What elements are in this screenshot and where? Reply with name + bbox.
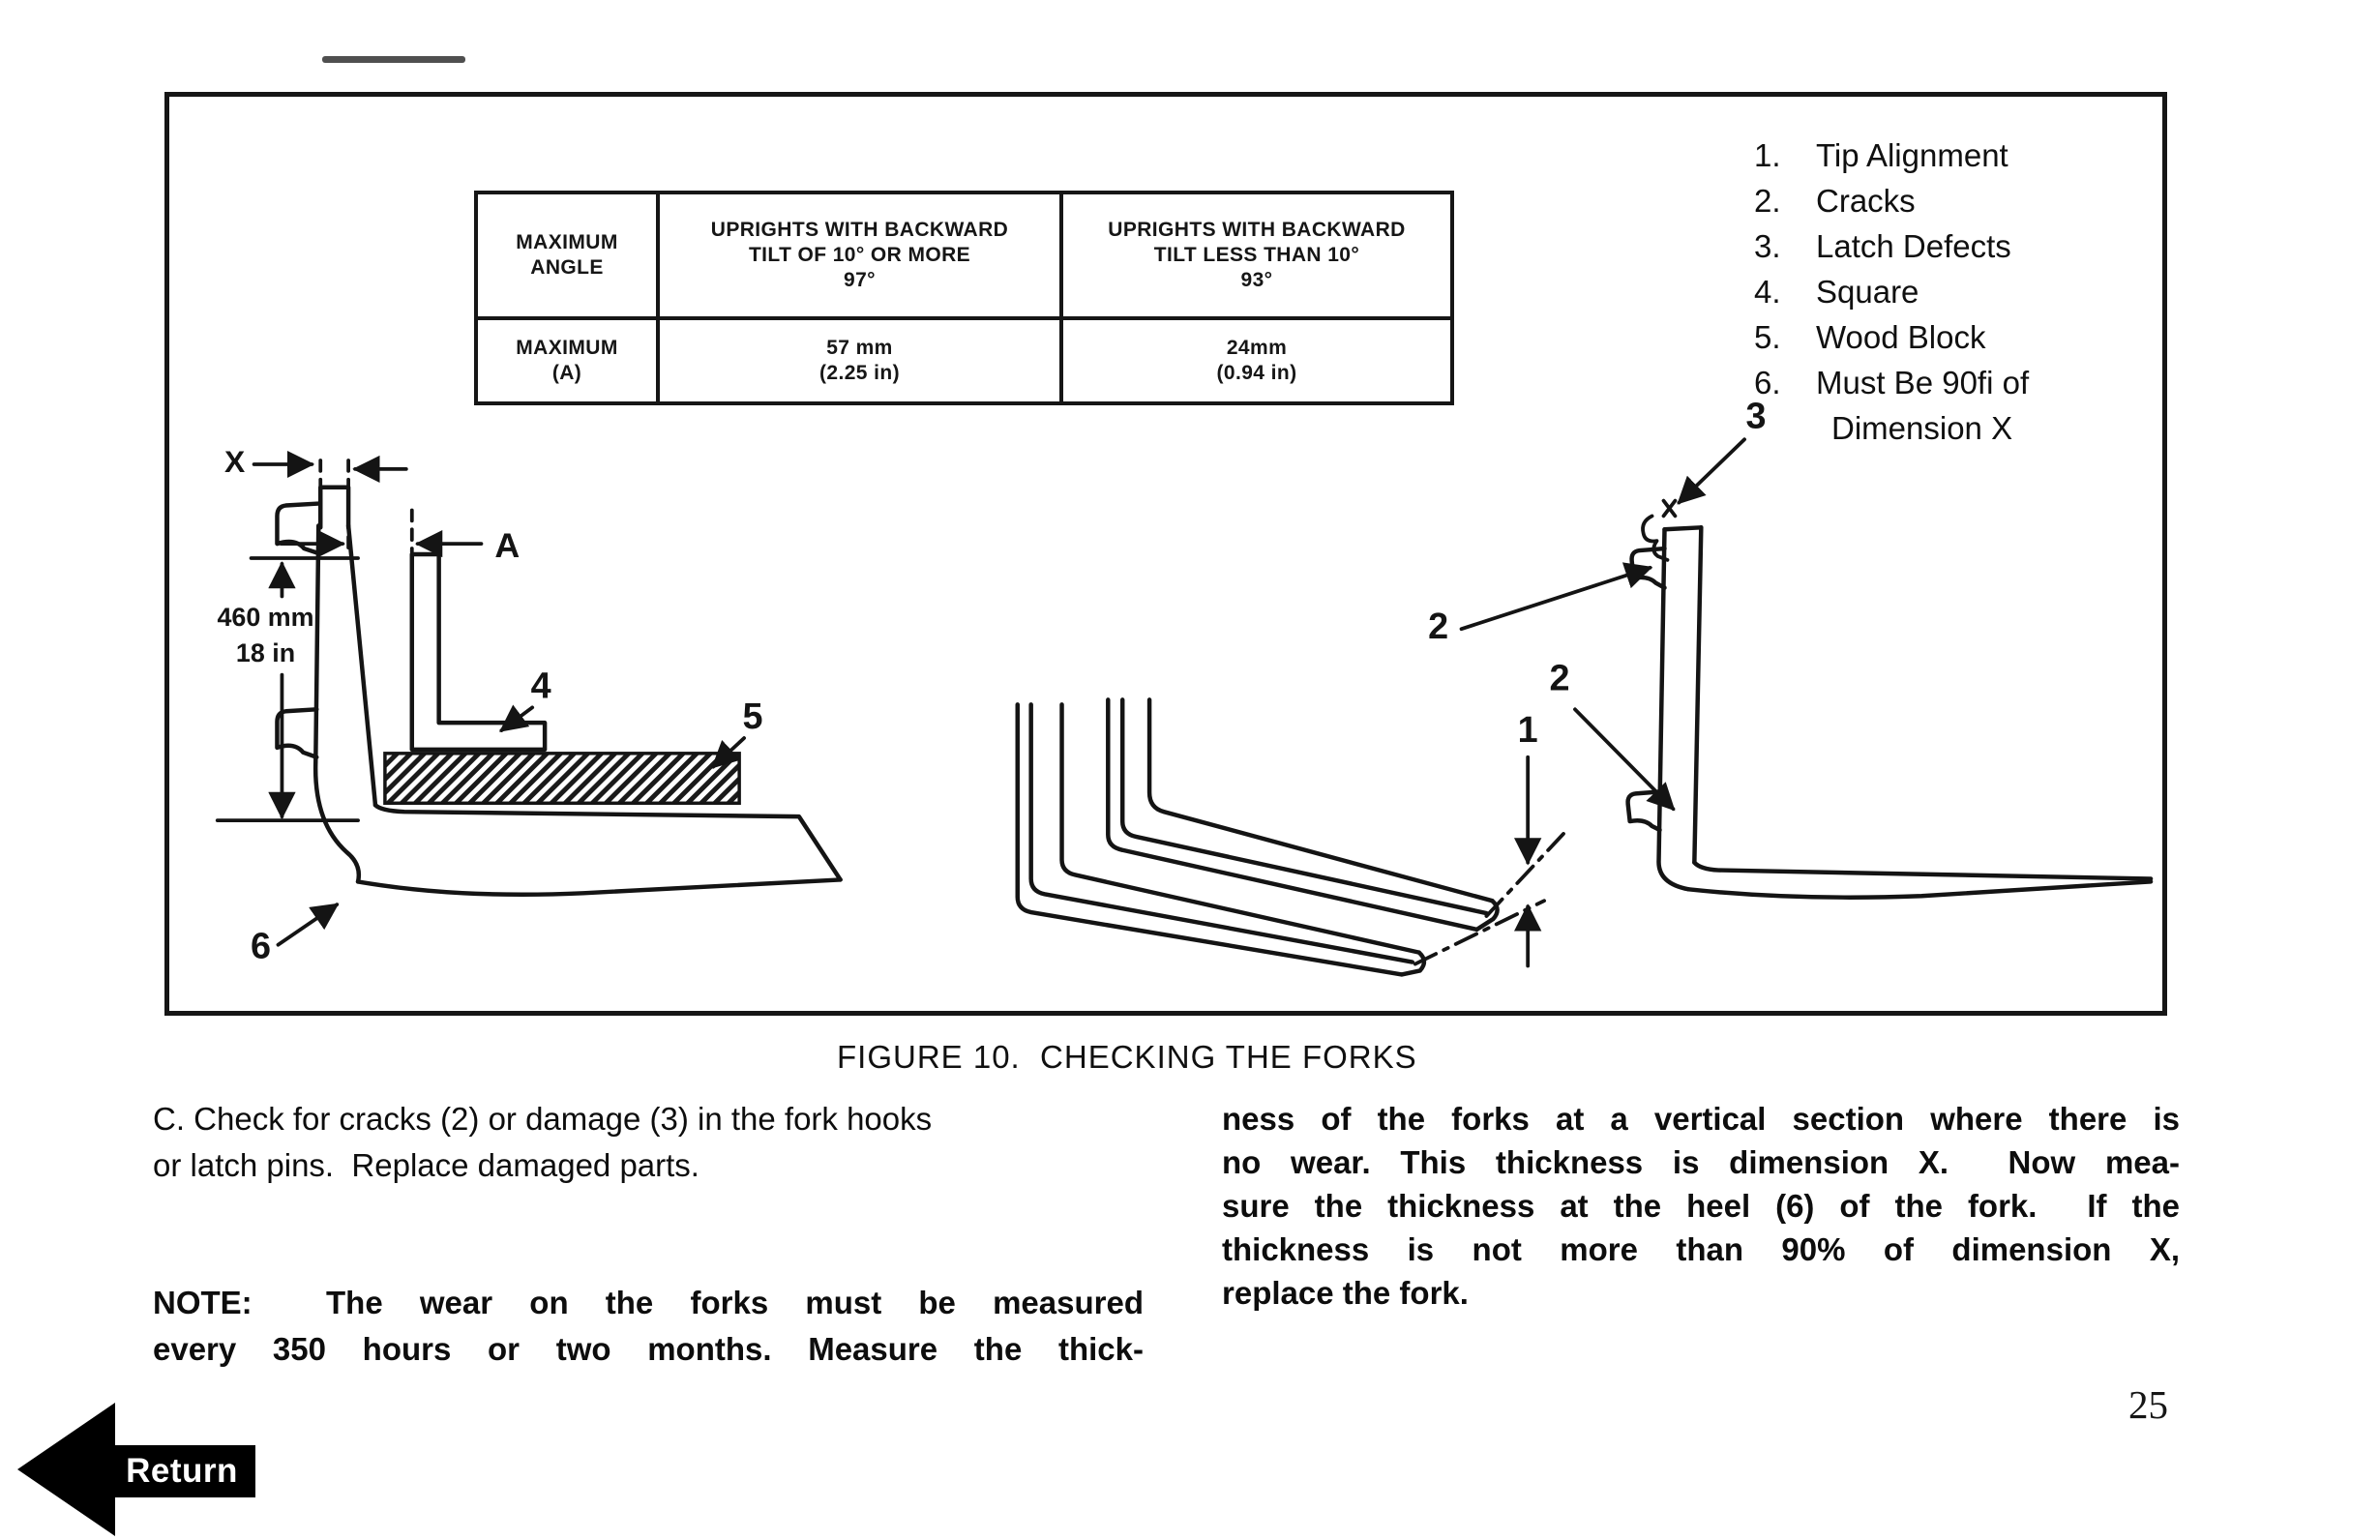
callout-2-upper-arrow <box>1462 568 1651 629</box>
fork-shank-top <box>1664 527 1701 529</box>
callout-5-label: 5 <box>742 696 763 737</box>
table-text: UPRIGHTS WITH BACKWARD <box>1108 219 1406 241</box>
left-arrow-icon <box>17 1403 115 1536</box>
dim-18in-label: 18 in <box>235 637 296 667</box>
fork-cracks-diagram <box>1428 395 2151 897</box>
callout-6-arrow <box>278 904 337 945</box>
fork-blade-bottom-edge <box>358 879 841 894</box>
fork-bottom-hook <box>1628 791 1661 830</box>
legend-label: Latch Defects <box>1816 228 2011 264</box>
legend-label: Square <box>1816 274 1919 310</box>
callout-4-label: 4 <box>530 665 551 706</box>
rear-fork-line <box>1122 699 1486 913</box>
fork-blade-top-edge <box>1694 863 2151 879</box>
latch-defect-mark <box>1664 501 1676 517</box>
note-text-line: NOTE: The wear on the forks must be measured <box>153 1285 1144 1320</box>
legend-number: 2. <box>1754 183 1781 219</box>
legend-number: 6. <box>1754 365 1781 400</box>
legend-number: 1. <box>1754 137 1781 173</box>
maximum-angle-table <box>474 191 1454 405</box>
callout-2-lower-label: 2 <box>1549 657 1570 698</box>
scan-artifact <box>322 56 465 63</box>
table-header-cell <box>658 192 1061 318</box>
carpenter-square <box>412 554 545 750</box>
legend-item <box>1754 223 2029 269</box>
table-header-cell <box>1061 192 1452 318</box>
legend-item <box>1754 314 2029 360</box>
fork-squareness-diagram <box>218 444 841 966</box>
callout-3-arrow <box>1679 439 1744 502</box>
callout-6-label: 6 <box>251 925 272 966</box>
figure-box <box>164 92 2167 1016</box>
table-header-cell <box>476 192 658 318</box>
legend-label: Wood Block <box>1816 319 1986 355</box>
table-cell <box>658 318 1061 403</box>
dim-x-label: X <box>224 443 246 479</box>
legend-number: 5. <box>1754 319 1781 355</box>
table-text: TILT OF 10° OR MORE <box>748 244 971 266</box>
table-text: (2.25 in) <box>819 362 900 384</box>
table-text: 97° <box>844 269 876 291</box>
legend-item <box>1754 133 2029 178</box>
legend-label: Must Be 90fi of <box>1816 365 2030 400</box>
table-text: 93° <box>1240 269 1273 291</box>
callout-3-label: 3 <box>1745 395 1767 436</box>
table-text: UPRIGHTS WITH BACKWARD <box>710 219 1009 241</box>
return-button-bar <box>108 1445 255 1497</box>
callout-4-arrow <box>501 707 532 730</box>
body-text-line: C. Check for cracks (2) or damage (3) in the fork hooks <box>153 1101 933 1137</box>
fork-top-hook <box>277 504 318 553</box>
body-text-line: no wear. This thickness is dimension X. Now mea- <box>1222 1144 2180 1180</box>
rear-fork-line <box>1149 699 1492 901</box>
fork-blade-top-edge <box>375 805 841 879</box>
legend-number: 3. <box>1754 228 1781 264</box>
legend-label: Cracks <box>1816 183 1916 219</box>
table-text: TILT LESS THAN 10° <box>1153 244 1360 266</box>
fork-shank-right-edge <box>1694 527 1701 862</box>
legend-label: Tip Alignment <box>1816 137 2008 173</box>
wood-block <box>385 754 739 803</box>
tip-centerline-upper <box>1486 834 1563 916</box>
fork-hanger-tab <box>320 488 348 528</box>
legend-item <box>1754 269 2029 314</box>
tip-alignment-diagram <box>1018 699 1563 974</box>
table-text: MAXIMUM <box>516 231 618 253</box>
figure-legend <box>1754 133 2029 451</box>
legend-item <box>1754 178 2029 223</box>
figure-caption: FIGURE 10. CHECKING THE FORKS <box>837 1039 1417 1075</box>
return-button-label: Return <box>126 1452 238 1490</box>
legend-item <box>1754 360 2029 405</box>
dim-460mm-label: 460 mm <box>217 603 314 633</box>
table-text: MAXIMUM <box>516 337 618 359</box>
callout-1-label: 1 <box>1517 709 1538 750</box>
fork-shank-right-edge <box>348 525 375 805</box>
front-fork-line <box>1062 704 1419 952</box>
table-text: ANGLE <box>530 256 604 279</box>
fork-shank-left-edge <box>1658 529 1688 889</box>
return-button[interactable] <box>17 1403 259 1540</box>
page-number: 25 <box>2128 1382 2168 1427</box>
table-cell <box>1061 318 1452 403</box>
callout-2-upper-label: 2 <box>1428 606 1449 647</box>
note-text-line: every 350 hours or two months. Measure the thick- <box>153 1331 1144 1367</box>
table-text: (A) <box>551 362 582 384</box>
body-text-line: or latch pins. Replace damaged parts. <box>153 1147 699 1183</box>
table-text: 57 mm <box>826 337 893 359</box>
table-cell <box>476 318 658 403</box>
table-text: (0.94 in) <box>1216 362 1297 384</box>
body-text-line: ness of the forks at a vertical section where there is <box>1222 1101 2180 1137</box>
body-text-line: replace the fork. <box>1222 1275 1469 1311</box>
legend-number: 4. <box>1754 274 1781 310</box>
dim-a-label: A <box>494 526 521 565</box>
table-text: 24mm <box>1226 337 1288 359</box>
legend-label: Dimension X <box>1831 410 2013 446</box>
legend-item <box>1754 405 2029 451</box>
body-text-line: sure the thickness at the heel (6) of the fork. If the <box>1222 1188 2180 1224</box>
body-text-line: thickness is not more than 90% of dimension X, <box>1222 1231 2180 1267</box>
fork-blade-bottom-edge <box>1688 881 2151 897</box>
